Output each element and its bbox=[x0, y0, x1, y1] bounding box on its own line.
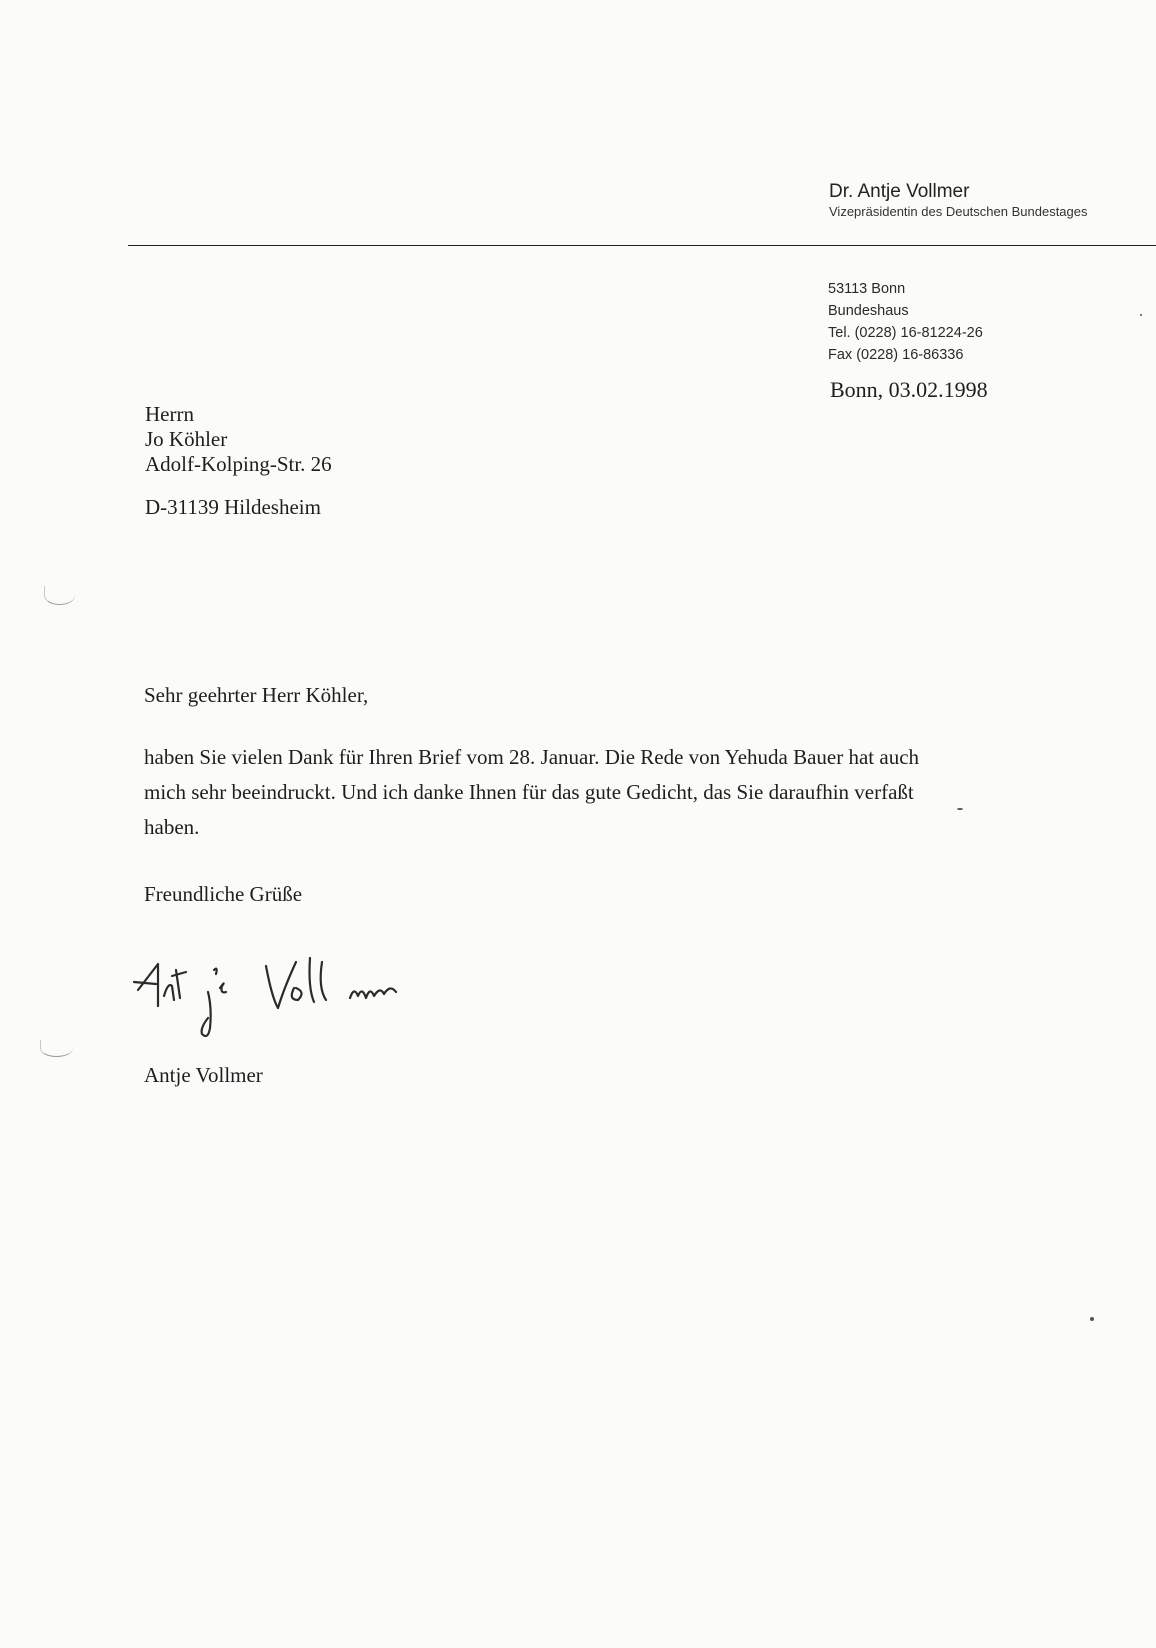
sender-building: Bundeshaus bbox=[828, 303, 909, 319]
recipient-salutation-line: Herrn bbox=[145, 402, 194, 426]
letterhead-divider bbox=[128, 245, 1156, 246]
body-line: haben Sie vielen Dank für Ihren Brief vom 28. Januar. Die Rede von Yehuda Bauer hat auch bbox=[144, 745, 920, 769]
recipient-street: Adolf-Kolping-Str. 26 bbox=[145, 452, 332, 476]
salutation: Sehr geehrter Herr Köhler, bbox=[144, 683, 369, 707]
paper-speck bbox=[957, 808, 963, 810]
letterhead-title: Vizepräsidentin des Deutschen Bundestages bbox=[829, 204, 1088, 219]
recipient-address-block bbox=[145, 402, 332, 477]
letterhead-name: Dr. Antje Vollmer bbox=[829, 181, 970, 202]
sender-tel: Tel. (0228) 16-81224-26 bbox=[828, 325, 983, 341]
sender-postal: 53113 Bonn bbox=[828, 281, 906, 297]
paper-speck bbox=[1140, 314, 1142, 316]
signer-name: Antje Vollmer bbox=[144, 1063, 263, 1087]
sender-address-block bbox=[828, 278, 983, 366]
letter-date: Bonn, 03.02.1998 bbox=[830, 377, 988, 402]
punch-hole-mark bbox=[44, 586, 75, 605]
handwritten-signature bbox=[128, 948, 428, 1043]
punch-hole-mark bbox=[40, 1040, 73, 1057]
recipient-city: D-31139 Hildesheim bbox=[145, 495, 321, 519]
closing: Freundliche Grüße bbox=[144, 882, 303, 906]
body-line: mich sehr beeindruckt. Und ich danke Ihnen für das gute Gedicht, das Sie daraufhin verfaßt bbox=[144, 780, 914, 804]
paper-speck bbox=[1090, 1317, 1094, 1321]
sender-fax: Fax (0228) 16-86336 bbox=[828, 347, 964, 363]
letter-body bbox=[144, 740, 1044, 845]
body-line: haben. bbox=[144, 815, 200, 839]
recipient-name: Jo Köhler bbox=[145, 427, 228, 451]
